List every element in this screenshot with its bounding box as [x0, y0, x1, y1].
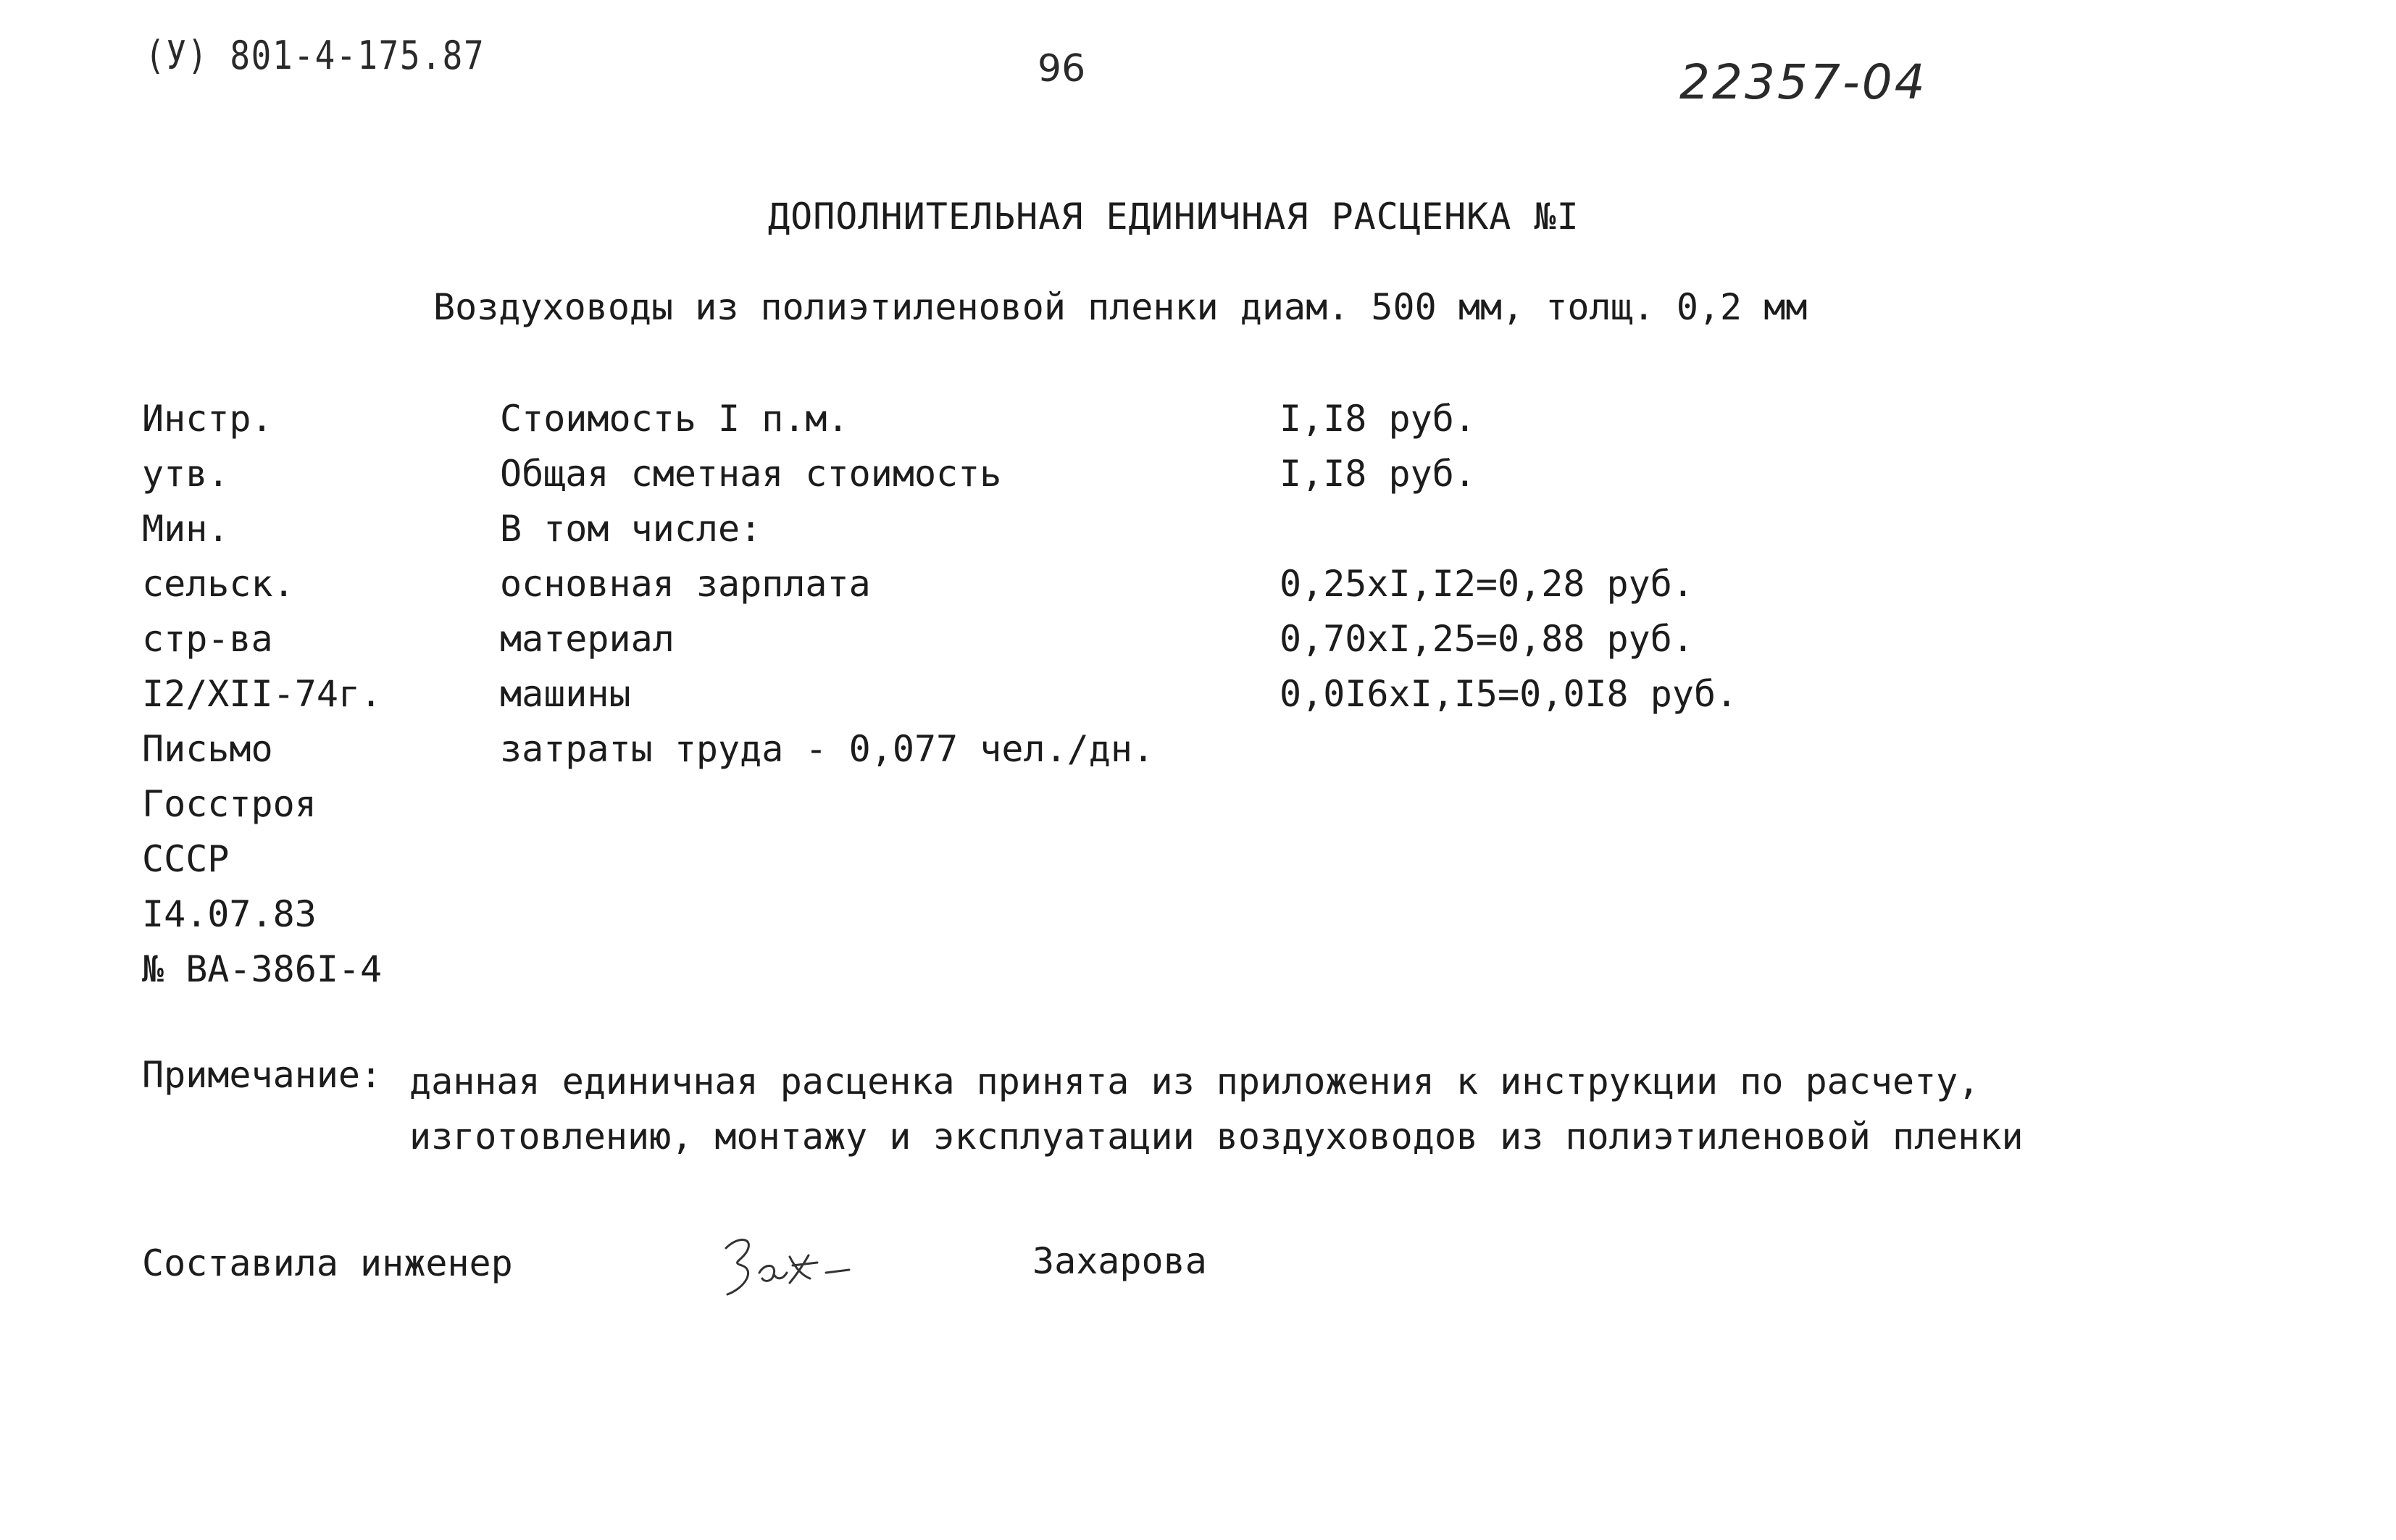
compiler-label: Составила инженер: [142, 1242, 513, 1284]
cost-item-label: затраты труда - 0,077 чел./дн.: [500, 728, 1155, 770]
signer-name: Захарова: [1032, 1240, 1207, 1282]
note-text: [409, 1054, 2024, 1164]
cost-item-label: машины: [500, 673, 631, 715]
cost-values-column: [1280, 391, 1737, 721]
note-line: изготовлению, монтажу и эксплуатации воздуховодов из полиэтиленовой пленки: [409, 1116, 2024, 1158]
cost-item-value: 0,25xI,I2=0,28 руб.: [1280, 563, 1694, 605]
reference-line: Мин.: [142, 508, 230, 550]
reference-line: сельск.: [142, 563, 295, 605]
page-number: 96: [1038, 47, 1086, 91]
reference-line: Инстр.: [142, 398, 273, 440]
cost-item-value: I,I8 руб.: [1280, 453, 1476, 495]
reference-line: I2/XII-74г.: [142, 673, 383, 715]
cost-item-label: Стоимость I п.м.: [500, 398, 849, 440]
handwritten-signature: [717, 1228, 862, 1307]
reference-line: стр-ва: [142, 618, 273, 660]
note-label: Примечание:: [142, 1054, 383, 1096]
cost-item-label: Общая сметная стоимость: [500, 453, 1002, 495]
reference-line: Госстроя: [142, 783, 317, 825]
reference-line: СССР: [142, 838, 230, 880]
document-code-handwritten: (У) 801-4-175.87: [145, 33, 485, 78]
note-line: данная единичная расценка принята из приложения к инструкции по расчету,: [409, 1060, 1980, 1102]
cost-items-column: [500, 391, 1154, 777]
reference-line: Письмо: [142, 728, 273, 770]
cost-item-value: 0,70xI,25=0,88 руб.: [1280, 618, 1694, 660]
cost-item-value: [1280, 501, 1737, 556]
reference-line: утв.: [142, 453, 230, 495]
reference-line: I4.07.83: [142, 893, 317, 935]
reference-line: № ВА-386I-4: [142, 948, 383, 990]
document-title: ДОПОЛНИТЕЛЬНАЯ ЕДИНИЧНАЯ РАСЦЕНКА №I: [768, 196, 1579, 238]
reference-column: [142, 391, 382, 997]
cost-item-label: основная зарплата: [500, 563, 871, 605]
archive-number-handwritten: 22357-04: [1679, 54, 1927, 110]
cost-item-label: материал: [500, 618, 675, 660]
cost-item-value: I,I8 руб.: [1280, 398, 1476, 440]
document-subtitle: Воздуховоды из полиэтиленовой пленки диам. 500 мм, толщ. 0,2 мм: [433, 286, 1808, 328]
cost-item-label: В том числе:: [500, 508, 762, 550]
cost-item-value: 0,0I6xI,I5=0,0I8 руб.: [1280, 673, 1738, 715]
